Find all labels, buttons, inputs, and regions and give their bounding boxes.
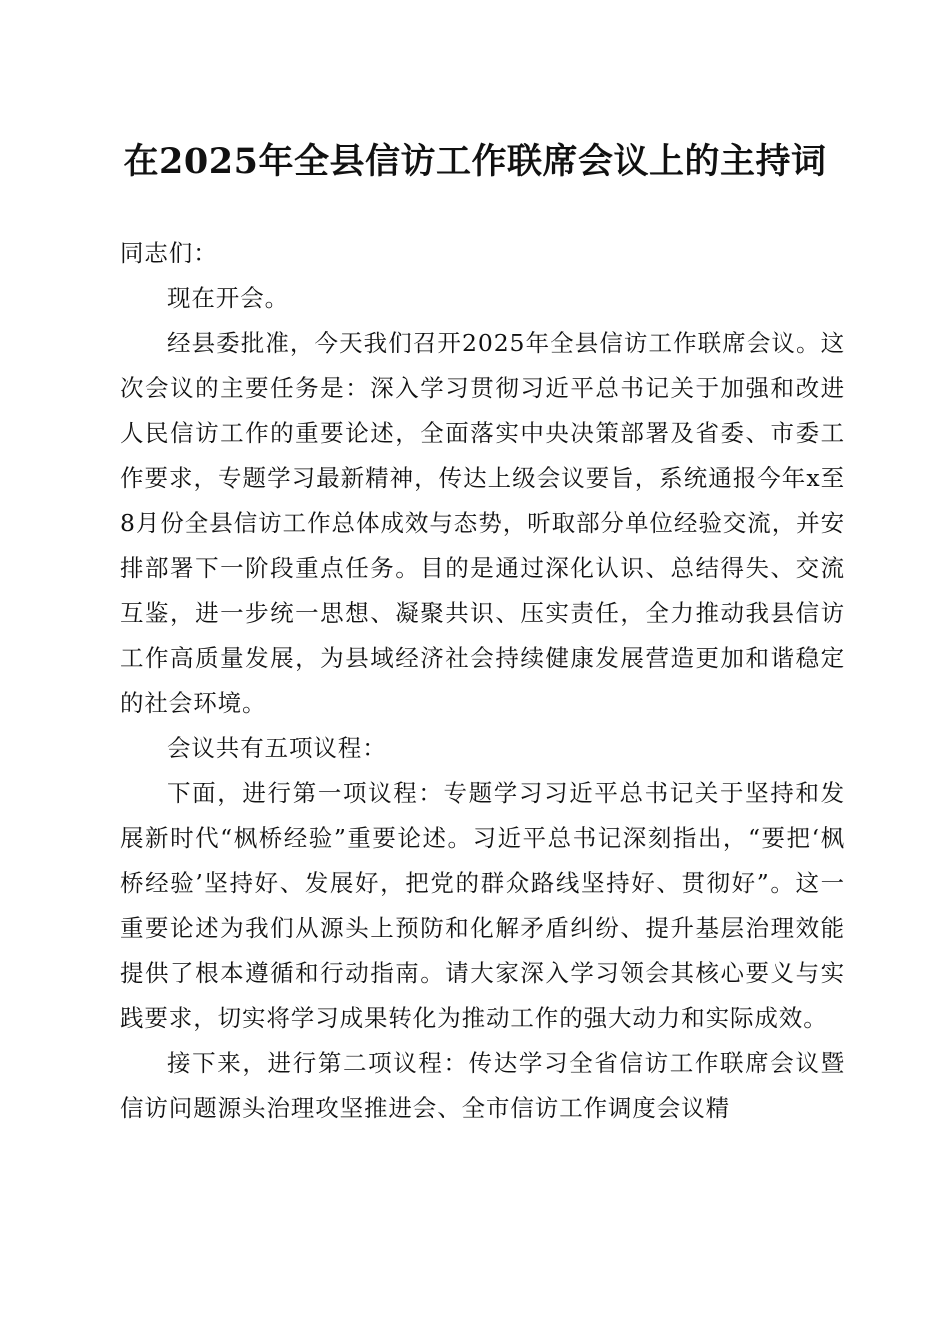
paragraph-meeting-purpose: 经县委批准，今天我们召开2025年全县信访工作联席会议。这次会议的主要任务是：深入学习贯彻习近平总书记关于加强和改进人民信访工作的重要论述，全面落实中央决策部署及省委、市委工作要求，专题学习最新精神，传达上级会议要旨，系统通报今年x至8月份全县信访工作总体成效与态势，听取部分单位经验交流，并安排部署下一阶段重点任务。目的是通过深化认识、总结得失、交流互鉴，进一步统一思想、凝聚共识、压实责任，全力推动我县信访工作高质量发展，为县域经济社会持续健康发展营造更加和谐稳定的社会环境。 (120, 329, 845, 717)
paragraph-agenda-item-two: 接下来，进行第二项议程：传达学习全省信访工作联席会议暨信访问题源头治理攻坚推进会、全市信访工作调度会议精 (120, 1049, 845, 1122)
paragraph-agenda-intro: 会议共有五项议程： (167, 734, 387, 762)
document-title: 在2025年全县信访工作联席会议上的主持词 (123, 141, 827, 182)
document-body (120, 231, 845, 1131)
salutation: 同志们： (120, 239, 218, 267)
paragraph-agenda-item-one: 下面，进行第一项议程：专题学习习近平总书记关于坚持和发展新时代“枫桥经验”重要论述。习近平总书记深刻指出，“要把‘枫桥经验’坚持好、发展好，把党的群众路线坚持好、贯彻好”。这一重要论述为我们从源头上预防和化解矛盾纠纷、提升基层治理效能提供了根本遵循和行动指南。请大家深入学习领会其核心要义与实践要求，切实将学习成果转化为推动工作的强大动力和实际成效。 (120, 779, 845, 1032)
paragraph-opening: 现在开会。 (167, 284, 289, 312)
